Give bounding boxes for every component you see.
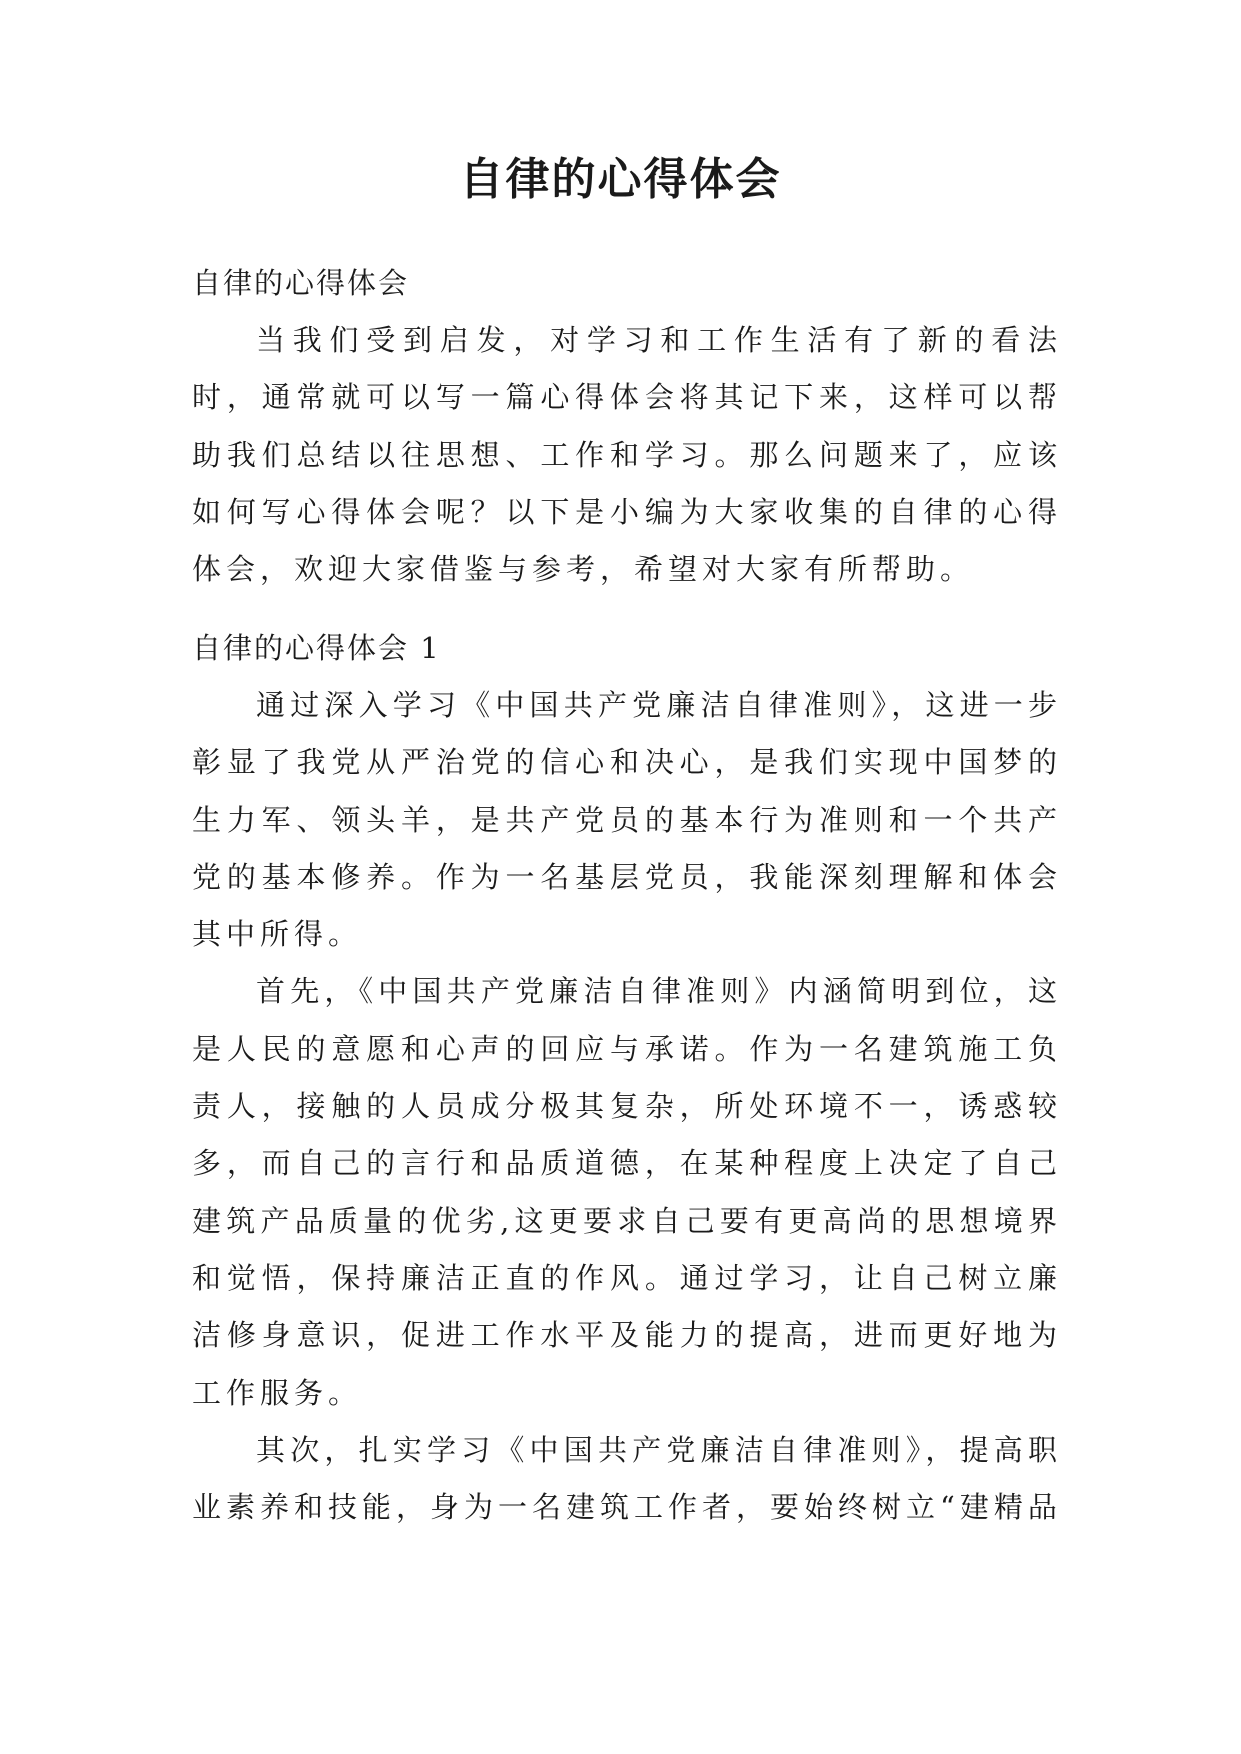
- intro-heading: 自律的心得体会: [192, 266, 410, 300]
- section1-heading: 自律的心得体会 1: [192, 631, 441, 665]
- section1-paragraph-2: 首先，《中国共产党廉洁自律准则》内涵简明到位，这是人民的意愿和心声的回应与承诺。作为一名建筑施工负责人，接触的人员成分极其复杂，所处环境不一，诱惑较多，而自己的言行和品质道德，在某种程度上决定了自己建筑产品质量的优劣,这更要求自己要有更高尚的思想境界和觉悟，保持廉洁正直的作风。通过学习，让自己树立廉洁修身意识，促进工作水平及能力的提高，进而更好地为工作服务。: [192, 974, 1062, 1410]
- section1-paragraph-1: 通过深入学习《中国共产党廉洁自律准则》，这进一步彰显了我党从严治党的信心和决心，是我们实现中国梦的生力军、领头羊，是共产党员的基本行为准则和一个共产党的基本修养。作为一名基层党员，我能深刻理解和体会其中所得。: [192, 688, 1062, 952]
- section1-paragraph-3: 其次，扎实学习《中国共产党廉洁自律准则》，提高职业素养和技能，身为一名建筑工作者，要始终树立“建精品: [192, 1432, 1062, 1525]
- document-title: 自律的心得体会: [459, 154, 782, 205]
- section1-body: [192, 677, 1062, 1536]
- intro-body: [192, 312, 1062, 598]
- intro-paragraph: 当我们受到启发，对学习和工作生活有了新的看法时，通常就可以写一篇心得体会将其记下来，这样可以帮助我们总结以往思想、工作和学习。那么问题来了，应该如何写心得体会呢？以下是小编为大家收集的自律的心得体会，欢迎大家借鉴与参考，希望对大家有所帮助。: [192, 323, 1062, 587]
